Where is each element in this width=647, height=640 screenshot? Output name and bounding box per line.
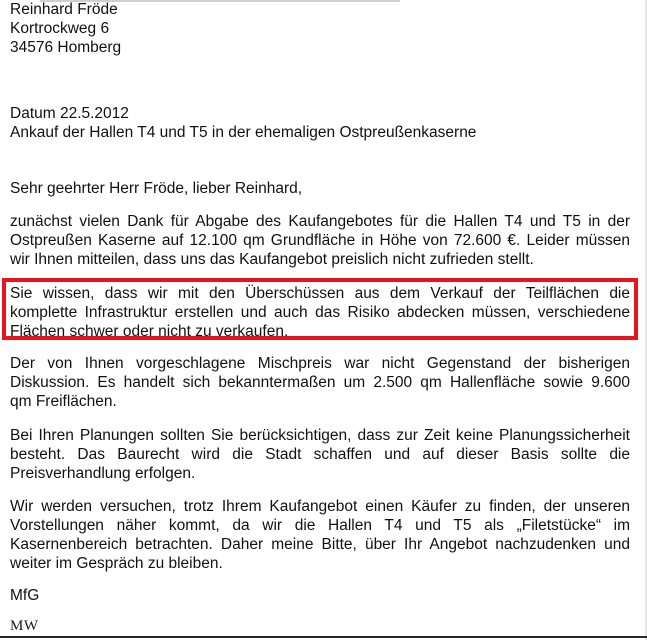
- paragraph-line: Preisverhandlung erfolgen.: [10, 465, 196, 482]
- sender-street: Kortrockweg 6: [10, 20, 110, 37]
- paragraph-line: besteht. Das Baurecht wird die Stadt schaffen und auf dieser Basis sollte die: [10, 446, 630, 463]
- paragraph-line: Wir werden versuchen, trotz Ihrem Kaufangebot einen Käufer zu finden, der unseren: [10, 498, 630, 515]
- paragraph-line: qm Freiflächen.: [10, 393, 117, 410]
- paragraph-line: weiter im Gespräch zu bleiben.: [10, 555, 223, 572]
- paragraph-line: Diskussion. Es handelt sich bekanntermaßen um 2.500 qm Hallenfläche sowie 9.600: [10, 374, 630, 391]
- paragraph-4: [10, 426, 630, 483]
- paragraph-1: [10, 212, 630, 269]
- salutation: Sehr geehrter Herr Fröde, lieber Reinhard,: [10, 180, 303, 197]
- paragraph-line: Vorstellungen näher kommt, da wir die Hallen T4 und T5 als „Filetstücke“ im: [10, 517, 630, 534]
- letter-meta: [10, 104, 476, 142]
- letter-subject: Ankauf der Hallen T4 und T5 in der ehemaligen Ostpreußenkaserne: [10, 124, 477, 141]
- paragraph-line: Ostpreußen Kaserne auf 12.100 qm Grundfläche in Höhe von 72.600 €. Leider müssen: [10, 232, 630, 249]
- paragraph-line: Bei Ihren Planungen sollten Sie berücksichtigen, dass zur Zeit keine Planungssicherheit: [10, 427, 630, 444]
- paragraph-line: Sie wissen, dass wir mit den Überschüssen aus dem Verkauf der Teilflächen die: [10, 285, 630, 302]
- scan-bottom-line: [0, 636, 647, 638]
- paragraph-line: Flächen schwer oder nicht zu verkaufen.: [10, 323, 289, 340]
- letter-date: Datum 22.5.2012: [10, 105, 129, 122]
- paragraph-3: [10, 354, 630, 411]
- paragraph-line: zunächst vielen Dank für Abgabe des Kaufangebotes für die Hallen T4 und T5 in der: [10, 213, 630, 230]
- red-highlight-box: [2, 278, 638, 340]
- closing: MfG: [10, 587, 40, 604]
- paragraph-line: Kasernenbereich betrachten. Daher meine Bitte, über Ihr Angebot nachzudenken und: [10, 536, 630, 553]
- paragraph-line: komplette Infrastruktur erstellen und auch das Risiko abdecken müssen, verschiedene: [10, 304, 630, 321]
- sender-name: Reinhard Fröde: [10, 1, 118, 18]
- sender-city: 34576 Homberg: [10, 39, 122, 56]
- signature-initials: MW: [10, 618, 39, 634]
- paragraph-line: wir Ihnen mitteilen, dass uns das Kaufangebot preislich nicht zufrieden stellt.: [10, 251, 534, 268]
- sender-address: [10, 0, 121, 57]
- paragraph-5: [10, 497, 630, 573]
- paragraph-line: Der von Ihnen vorgeschlagene Mischpreis war nicht Gegenstand der bisherigen: [10, 355, 630, 372]
